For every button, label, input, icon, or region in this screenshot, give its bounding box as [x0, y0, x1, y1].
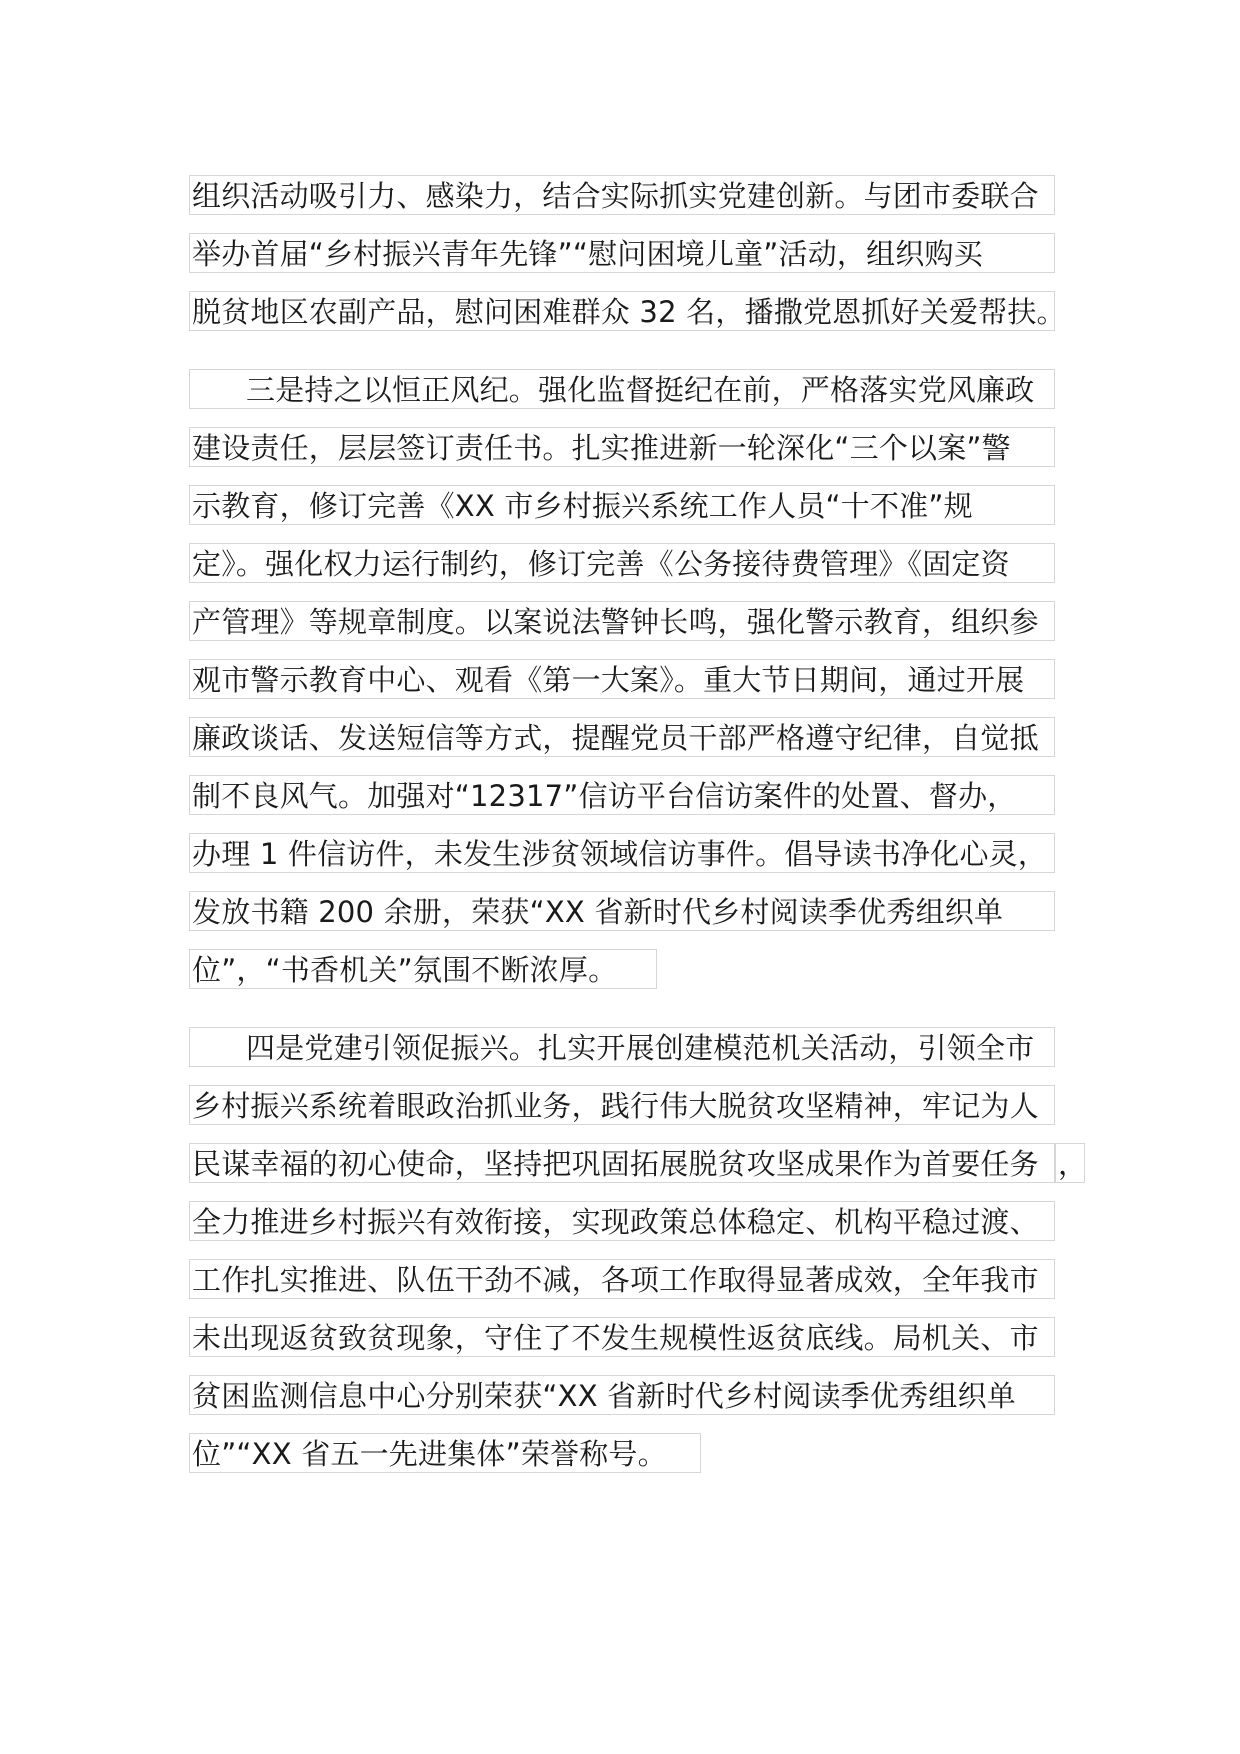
text-line: 定》。强化权力运行制约，修订完善《公务接待费管理》《固定资 [189, 543, 1055, 583]
text-line: 工作扎实推进、队伍干劲不减，各项工作取得显著成效，全年我市 [189, 1259, 1055, 1299]
text-line: 制不良风气。加强对“12317”信访平台信访案件的处置、督办， [189, 775, 1055, 815]
text-line: 位”“XX 省五一先进集体”荣誉称号。 [189, 1433, 701, 1473]
text-line: 位”，“书香机关”氛围不断浓厚。 [189, 949, 657, 989]
text-line: 发放书籍 200 余册，荣获“XX 省新时代乡村阅读季优秀组织单 [189, 891, 1055, 931]
trailing-punctuation: ， [1055, 1143, 1085, 1183]
text-line: 产管理》等规章制度。以案说法警钟长鸣，强化警示教育，组织参 [189, 601, 1055, 641]
text-line: 办理 1 件信访件，未发生涉贫领域信访事件。倡导读书净化心灵， [189, 833, 1055, 873]
text-line: 建设责任，层层签订责任书。扎实推进新一轮深化“三个以案”警 [189, 427, 1055, 467]
text-line: 举办首届“乡村振兴青年先锋”“慰问困境儿童”活动，组织购买 [189, 233, 1055, 273]
text-line: 示教育，修订完善《XX 市乡村振兴系统工作人员“十不准”规 [189, 485, 1055, 525]
text-line: 乡村振兴系统着眼政治抓业务，践行伟大脱贫攻坚精神，牢记为人 [189, 1085, 1055, 1125]
text-line: 未出现返贫致贫现象，守住了不发生规模性返贫底线。局机关、市 [189, 1317, 1055, 1357]
text-line: 全力推进乡村振兴有效衔接，实现政策总体稳定、机构平稳过渡、 [189, 1201, 1055, 1241]
text-line: 观市警示教育中心、观看《第一大案》。重大节日期间，通过开展 [189, 659, 1055, 699]
text-line: 民谋幸福的初心使命，坚持把巩固拓展脱贫攻坚成果作为首要任务 [189, 1143, 1055, 1183]
text-line: 组织活动吸引力、感染力，结合实际抓实党建创新。与团市委联合 [189, 175, 1055, 215]
paragraph-start-line: 三是持之以恒正风纪。强化监督挺纪在前，严格落实党风廉政 [189, 369, 1055, 409]
paragraph-start-line: 四是党建引领促振兴。扎实开展创建模范机关活动，引领全市 [189, 1027, 1055, 1067]
text-line: 脱贫地区农副产品，慰问困难群众 32 名，播撒党恩抓好关爱帮扶。 [189, 291, 1055, 331]
text-line: 廉政谈话、发送短信等方式，提醒党员干部严格遵守纪律，自觉抵 [189, 717, 1055, 757]
text-line: 贫困监测信息中心分别荣获“XX 省新时代乡村阅读季优秀组织单 [189, 1375, 1055, 1415]
